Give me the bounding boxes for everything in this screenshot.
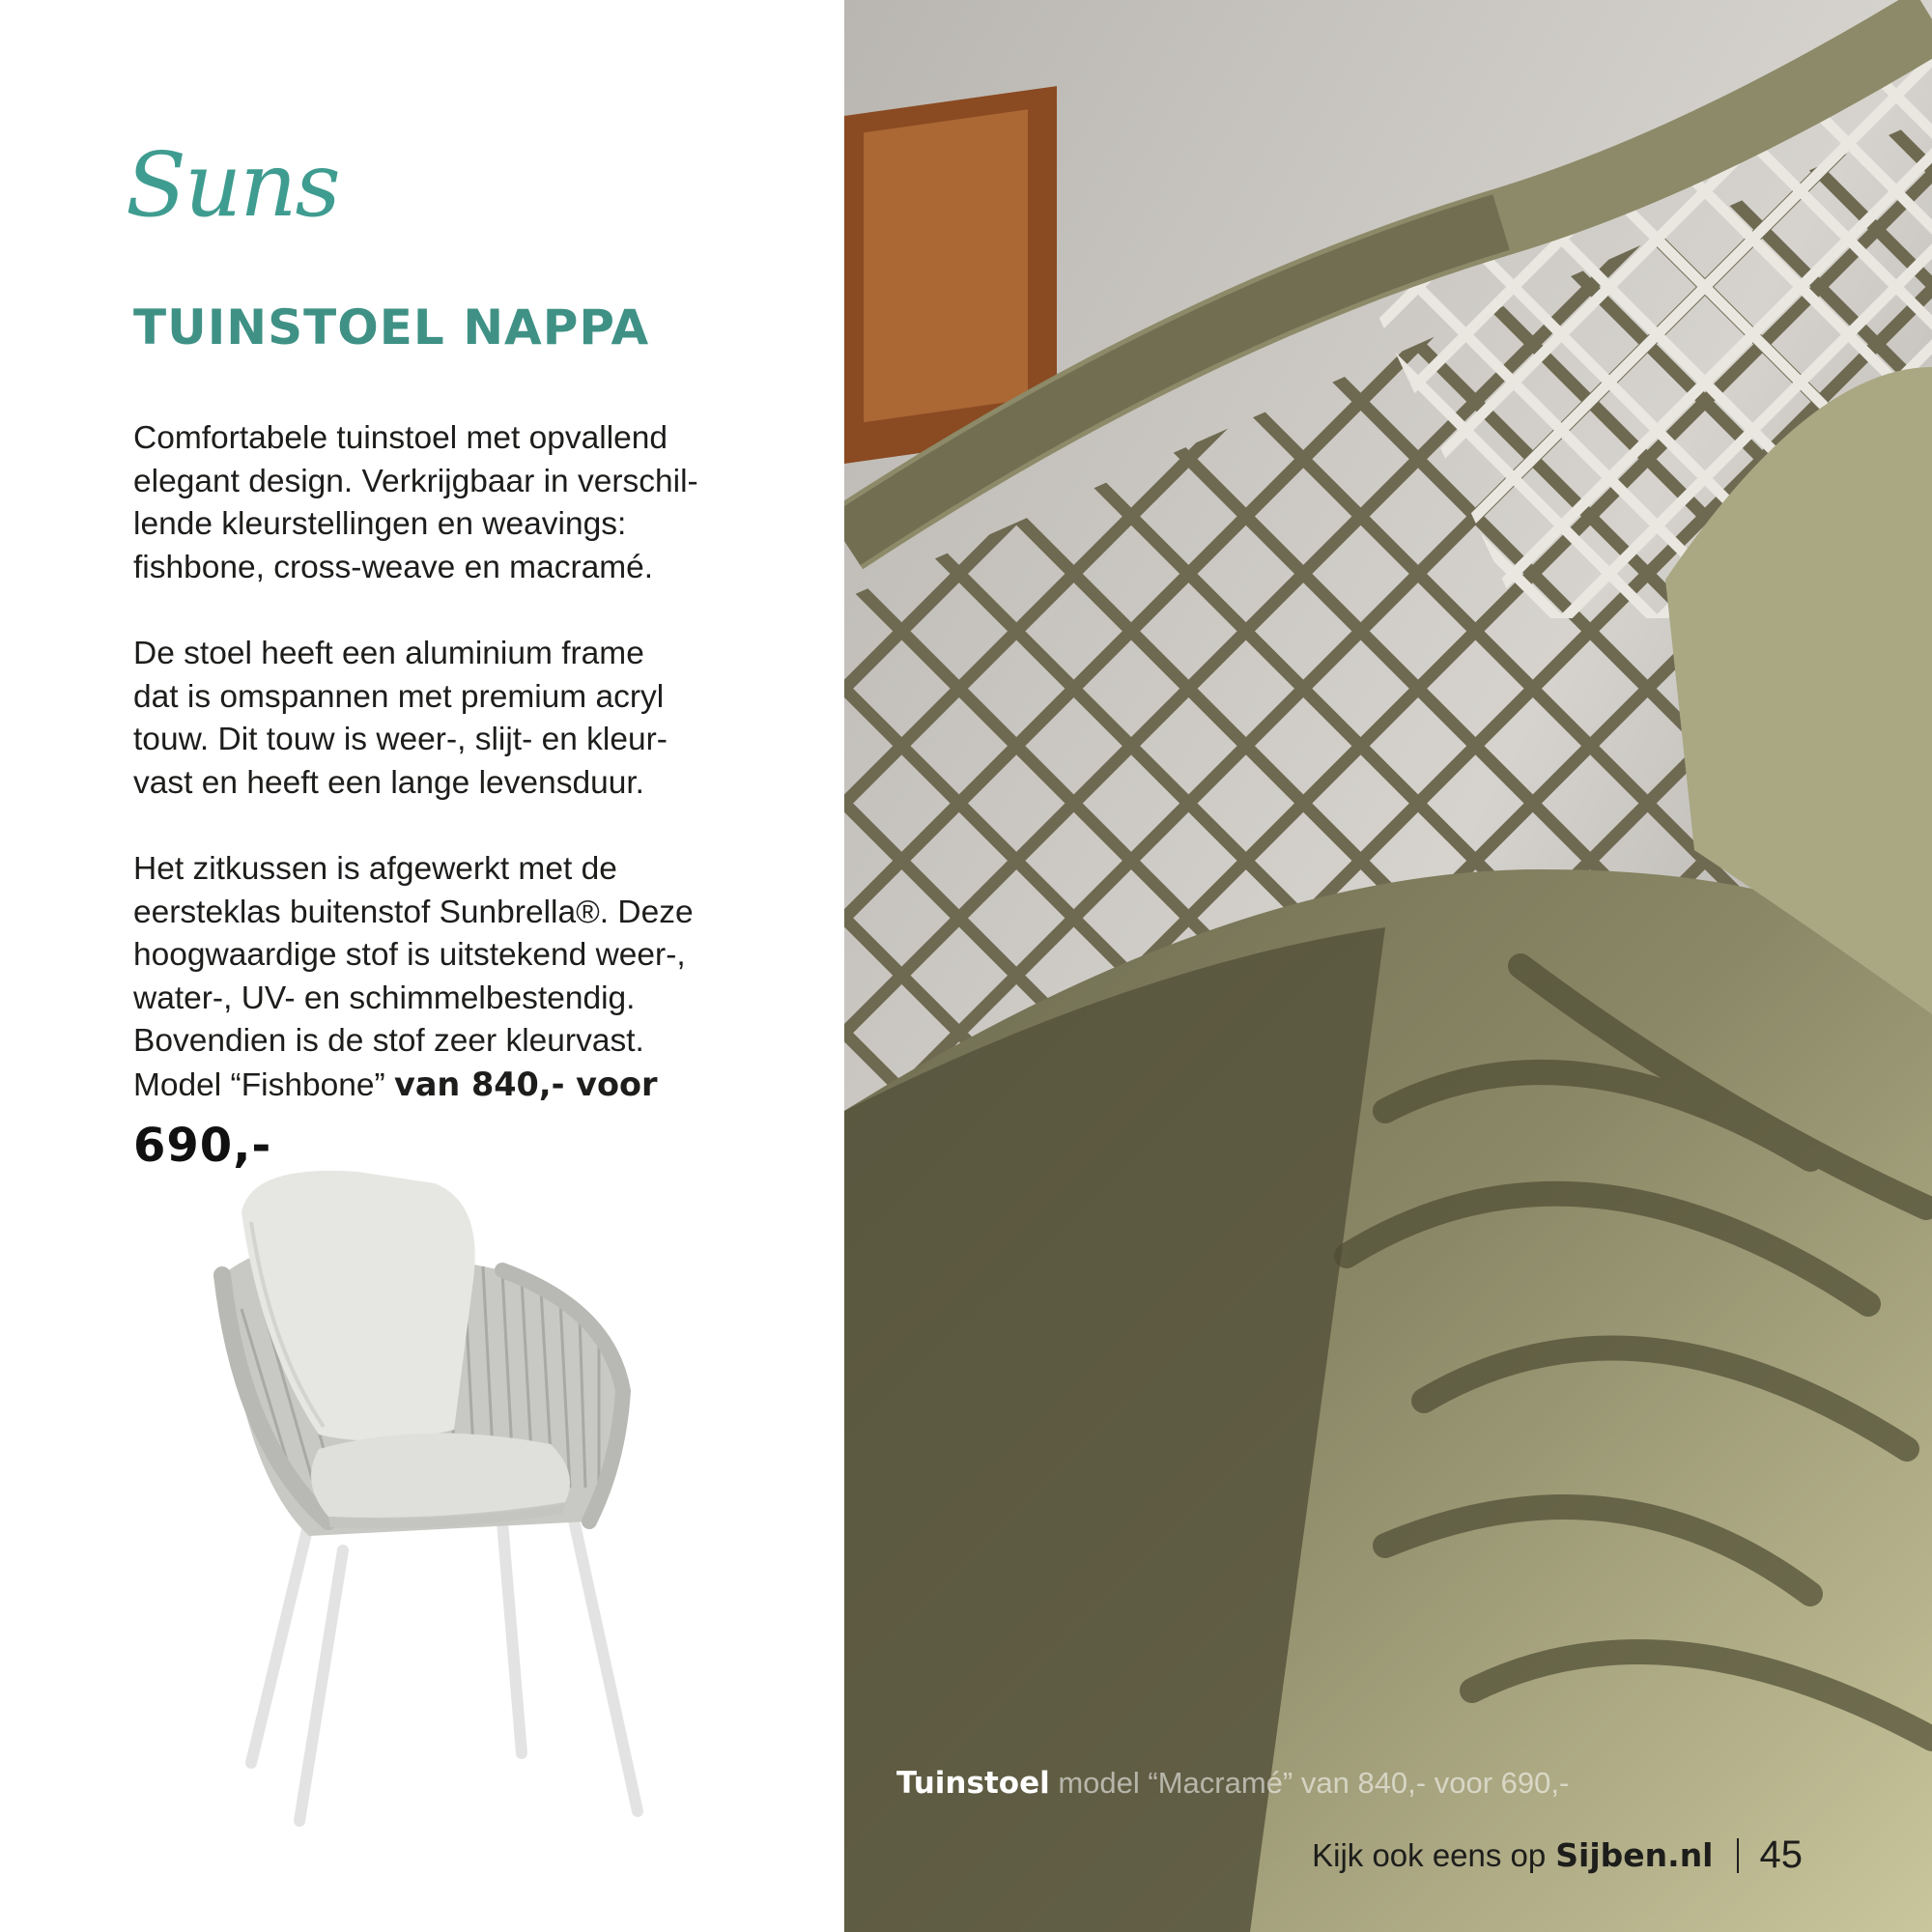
paragraph-frame bbox=[133, 633, 810, 805]
paragraph-intro bbox=[133, 417, 810, 589]
paragraph-cushion bbox=[133, 848, 810, 1107]
text-line: dat is omspannen met premium acryl bbox=[133, 678, 665, 715]
page-footer bbox=[1312, 1833, 1803, 1877]
model-label: Model “Fishbone” bbox=[133, 1066, 385, 1103]
text-line: De stoel heeft een aluminium frame bbox=[133, 636, 644, 671]
price-emphasis: van 840,- voor bbox=[393, 1065, 658, 1103]
text-line: eersteklas buitenstof Sunbrella®. Deze bbox=[133, 894, 694, 930]
description-text bbox=[133, 417, 810, 1151]
footer-divider bbox=[1737, 1838, 1739, 1873]
caption-details: model “Macramé” van 840,- voor 690,- bbox=[1058, 1766, 1570, 1800]
price-line bbox=[133, 1064, 810, 1108]
text-line: elegant design. Verkrijgbaar in verschil- bbox=[133, 463, 698, 499]
text-line: hoogwaardige stof is uitstekend weer-, bbox=[133, 937, 686, 973]
lifestyle-photo bbox=[844, 0, 1932, 1932]
text-line: Comfortabele tuinstoel met opvallend bbox=[133, 420, 668, 456]
caption-product: Tuinstoel bbox=[896, 1766, 1050, 1801]
text-line: fishbone, cross-weave en macramé. bbox=[133, 549, 654, 585]
final-price: 690,- bbox=[133, 1119, 272, 1173]
left-panel bbox=[0, 0, 844, 1932]
text-line: touw. Dit touw is weer-, slijt- en kleur- bbox=[133, 722, 668, 757]
text-line: vast en heeft een lange levensduur. bbox=[133, 764, 644, 801]
text-line: Het zitkussen is afgewerkt met de bbox=[133, 851, 617, 887]
text-line: Bovendien is de stof zeer kleurvast. bbox=[133, 1023, 644, 1059]
text-line: water-, UV- en schimmelbestendig. bbox=[133, 980, 636, 1016]
chair-product-photo bbox=[184, 1154, 763, 1850]
page-number: 45 bbox=[1759, 1833, 1803, 1876]
footer-text: Kijk ook eens op bbox=[1312, 1836, 1547, 1873]
page-title: TUINSTOEL NAPPA bbox=[133, 299, 650, 355]
photo-caption bbox=[896, 1766, 1569, 1801]
text-line: lende kleurstellingen en weavings: bbox=[133, 506, 627, 542]
website-link[interactable]: Sijben.nl bbox=[1555, 1836, 1714, 1874]
brand-logo: Suns bbox=[126, 133, 339, 237]
